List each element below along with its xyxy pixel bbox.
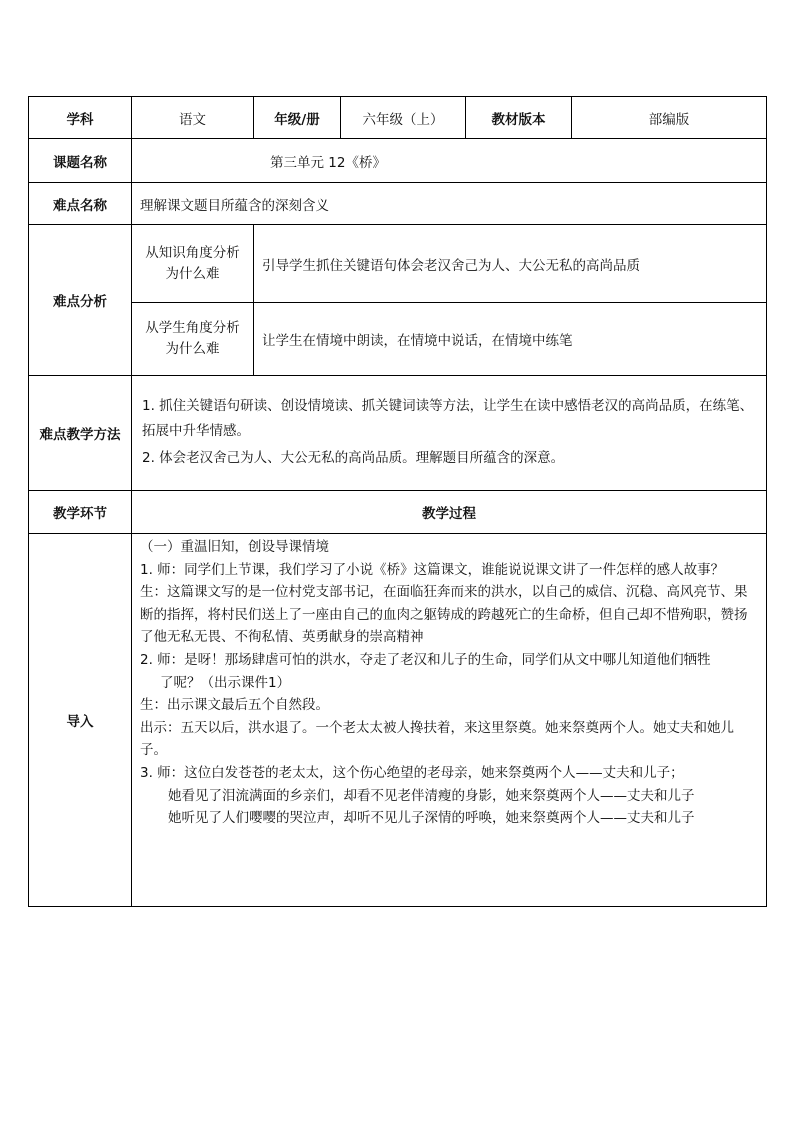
subject-label: 学科 [29, 97, 132, 139]
intro-heading: （一）重温旧知，创设导课情境 [140, 539, 329, 555]
header-row [29, 97, 767, 139]
intro-paragraph-1: 1. 师：同学们上节课，我们学习了小说《桥》这篇课文，谁能说说课文讲了一件怎样的感人故事？ [140, 561, 725, 578]
grade-label: 年级/册 [254, 97, 341, 139]
process-header: 教学过程 [132, 491, 767, 534]
grade-value: 六年级（上） [341, 97, 466, 139]
difficulty-row [29, 183, 767, 225]
analysis-label: 难点分析 [29, 225, 132, 376]
intro-paragraph-3b: 了呢？（出示课件1） [160, 674, 291, 691]
topic-value: 第三单元 12《桥》 [132, 139, 767, 183]
method-row [29, 376, 767, 491]
edition-label: 教材版本 [466, 97, 572, 139]
intro-content [132, 534, 767, 907]
intro-paragraph-6: 3. 师：这位白发苍苍的老太太，这个伤心绝望的老母亲，她来祭奠两个人——丈夫和儿子； [140, 764, 684, 781]
method-line-2: 2. 体会老汉舍己为人、大公无私的高尚品质。理解题目所蕴含的深意。 [142, 449, 565, 466]
intro-paragraph-7: 她看见了泪流满面的乡亲们，却看不见老伴清瘦的身影，她来祭奠两个人——丈夫和儿子 [168, 787, 695, 804]
intro-paragraph-3a: 2. 师：是呀！那场肆虐可怕的洪水，夺走了老汉和儿子的生命，同学们从文中哪儿知道他们牺牲 [140, 651, 711, 668]
lesson-plan-table [28, 96, 767, 907]
difficulty-label: 难点名称 [29, 183, 132, 225]
subject-value: 语文 [132, 97, 254, 139]
analysis-row-knowledge [29, 225, 767, 303]
method-line-1: 1. 抓住关键语句研读、创设情境读、抓关键词读等方法，让学生在读中感悟老汉的高尚品质，在练笔、拓展中升华情感。 [142, 397, 754, 439]
topic-row [29, 139, 767, 183]
edition-value: 部编版 [572, 97, 767, 139]
intro-paragraph-5: 出示：五天以后，洪水退了。一个老太太被人搀扶着，来这里祭奠。她来祭奠两个人。她丈夫和她儿子。 [140, 719, 734, 759]
method-content [132, 376, 767, 491]
process-header-row [29, 491, 767, 534]
method-label: 难点教学方法 [29, 376, 132, 491]
difficulty-value: 理解课文题目所蕴含的深刻含义 [132, 183, 767, 225]
knowledge-value: 引导学生抓住关键语句体会老汉舍己为人、大公无私的高尚品质 [254, 225, 767, 303]
topic-label: 课题名称 [29, 139, 132, 183]
student-value: 让学生在情境中朗读，在情境中说话，在情境中练笔 [254, 303, 767, 376]
stage-header: 教学环节 [29, 491, 132, 534]
intro-row [29, 534, 767, 907]
intro-stage-label: 导入 [29, 534, 132, 907]
intro-paragraph-2: 生：这篇课文写的是一位村党支部书记，在面临狂奔而来的洪水，以自己的威信、沉稳、高风亮节、果断的指挥，将村民们送上了一座由自己的血肉之躯铸成的跨越死亡的生命桥，但自己却不惜殉职，赞扬了他无私无畏、不徇私情、英勇献身的崇高精神 [140, 584, 748, 646]
knowledge-label: 从知识角度分析为什么难 [132, 225, 254, 303]
student-label: 从学生角度分析为什么难 [132, 303, 254, 376]
analysis-row-student [29, 303, 767, 376]
intro-paragraph-4: 生：出示课文最后五个自然段。 [140, 697, 329, 714]
intro-paragraph-8: 她听见了人们嘤嘤的哭泣声，却听不见儿子深情的呼唤，她来祭奠两个人——丈夫和儿子 [168, 810, 695, 827]
